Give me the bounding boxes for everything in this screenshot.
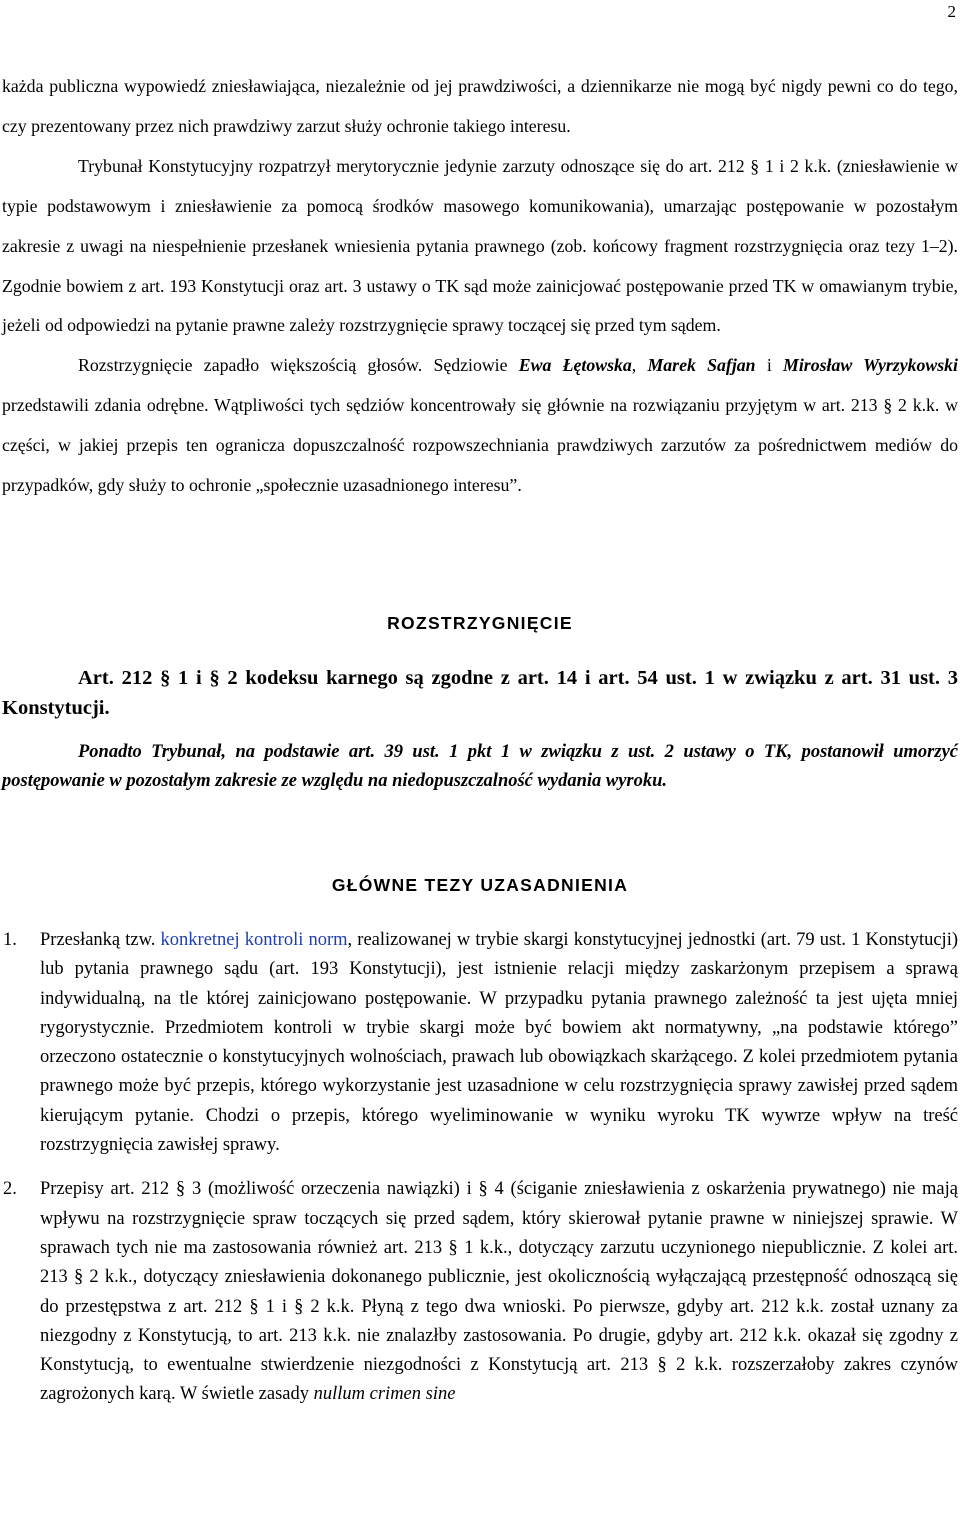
judge-name: Marek Safjan [647, 355, 756, 376]
intro-section [2, 67, 958, 506]
ruling-article-text: Art. 212 § 1 i § 2 kodeksu karnego są zgodne z art. 14 i art. 54 ust. 1 w związku z art. 31 ust. 3 Konstytucji. [2, 667, 958, 719]
latin-phrase: nullum crimen sine [313, 1384, 456, 1405]
intro-paragraph-2: Trybunał Konstytucyjny rozpatrzył merytorycznie jedynie zarzuty odnoszące się do art. 212 § 1 i 2 k.k. (zniesławienie w typie podstawowym i zniesławienie za pomocą środków masowego komunikowania), umarzając postępowanie w pozostałym zakresie z uwagi na niespełnienie przesłanek wniesienia pytania prawnego (zob. końcowy fragment rozstrzygnięcia oraz tezy 1–2). Zgodnie bowiem z art. 193 Konstytucji oraz art. 3 ustawy o TK sąd może zainicjować postępowanie przed TK w omawianym trybie, jeżeli od odpowiedzi na pytanie prawne zależy rozstrzygnięcie sprawy toczącej się przed tym sądem. [2, 155, 958, 336]
dissent-text-b: , [631, 355, 648, 376]
thesis-text-b: , realizowanej w trybie skargi konstytucyjnej jednostki (art. 79 ust. 1 Konstytucji) lub pytania prawnego sądu (art. 193 Konstytucji), jest istnienie relacji między zaskarżonym przepisem a sprawą indywidualną, na tle której zainicjowano postępowanie. W przypadku pytania prawnego zależność ta jest ujęta mniej rygorystycznie. Przedmiotem kontroli w trybie skargi może być bowiem akt normatywny, „na podstawie którego” orzeczono ostatecznie o konstytucyjnych wolnościach, prawach lub obowiązkach skarżącego. Z kolei przedmiotem pytania prawnego może być przepis, którego wykorzystanie jest uzasadnione w celu rozstrzygnięcia sprawy zawisłej przed sądem kierującym pytanie. Chodzi o przepis, którego wyeliminowanie w wyniku wyroku TK wywrze wpływ na treść rozstrzygnięcia zawisłej sprawy. [40, 930, 958, 1156]
dissent-text-c: i [755, 355, 784, 376]
list-item [0, 1175, 958, 1409]
judge-name: Mirosław Wyrzykowski [783, 355, 958, 376]
theses-heading: GŁÓWNE TEZY UZASADNIENIA [331, 875, 629, 895]
thesis-text-a: Przesłanką tzw. [40, 930, 161, 950]
theses-list [0, 926, 960, 1410]
ruling-heading: ROZSTRZYGNIĘCIE [387, 613, 573, 633]
thesis-number: 1. [3, 930, 17, 950]
page-number: 2 [947, 2, 956, 21]
intro-paragraph-1: każda publiczna wypowiedź zniesławiająca, niezależnie od jej prawdziwości, a dziennikarze nie mogą być nigdy pewni co do tego, czy prezentowany przez nich prawdziwy zarzut służy ochronie takiego interesu. [2, 76, 958, 136]
thesis-number: 2. [3, 1179, 17, 1200]
list-item [0, 926, 958, 1160]
concrete-review-link[interactable]: konkretnej kontroli norm [160, 930, 348, 950]
thesis-text-a: Przepisy art. 212 § 3 (możliwość orzeczenia nawiązki) i § 4 (ściganie zniesławienia z oskarżenia prywatnego) nie mają wpływu na rozstrzygnięcie spraw toczących się przed sądem, który skierował pytanie prawne w niniejszej sprawie. W sprawach tych nie ma zastosowania również art. 213 § 1 k.k., dotyczący zarzutu uczynionego niepublicznie. Z kolei art. 213 § 2 k.k., dotyczący zniesławienia dokonanego publicznie, jest okolicznością wyłączającą przestępność odnoszącą się do przestępstwa z art. 212 § 1 i § 2 k.k. Płyną z tego dwa wnioski. Po pierwsze, gdyby art. 212 k.k. został uznany za niezgodny z Konstytucją, to art. 213 k.k. nie znalazłby zastosowania. Po drugie, gdyby art. 212 k.k. okazał się zgodny z Konstytucją, to ewentualne stwierdzenie niezgodności z Konstytucją art. 213 § 2 k.k. rozszerzałoby zakres czynów zagrożonych karą. W świetle zasady [40, 1179, 958, 1405]
dissent-text-d: przedstawili zdania odrębne. Wątpliwości tych sędziów koncentrowały się głównie na rozwiązaniu przyjętym w art. 213 § 2 k.k. w części, w jakiej przepis ten ogranicza dopuszczalność rozpowszechniania prawdziwych zarzutów za pośrednictwem mediów do przypadków, gdy służy to ochronie „społecznie uzasadnionego interesu”. [2, 395, 958, 496]
dissent-text-a: Rozstrzygnięcie zapadło większością głosów. Sędziowie [78, 355, 519, 376]
ruling-discontinuation-text: Ponadto Trybunał, na podstawie art. 39 ust. 1 pkt 1 w związku z ust. 2 ustawy o TK, postanowił umorzyć postępowanie w pozostałym zakresie ze względu na niedopuszczalność wydania wyroku. [2, 742, 958, 791]
judge-name: Ewa Łętowska [518, 355, 632, 376]
intro-paragraph-3 [2, 346, 958, 506]
